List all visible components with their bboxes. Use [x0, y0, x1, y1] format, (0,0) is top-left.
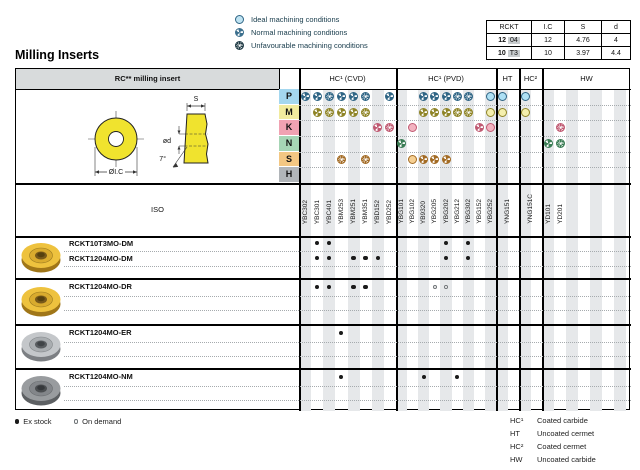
row-separator — [64, 266, 631, 267]
column-stripe — [372, 89, 384, 411]
stock-dot-ex-stock — [455, 375, 459, 379]
condition-icon-normal — [337, 92, 346, 101]
spec-ic: 10 — [532, 47, 565, 60]
group-header-ht: HT — [502, 74, 513, 83]
column-stripe — [590, 89, 602, 411]
product-name: RCKT1204MO-DR — [69, 282, 132, 291]
material-legend-term: HC² — [510, 442, 524, 451]
row-separator — [299, 136, 631, 137]
grade-column-label: YBM253 — [337, 199, 345, 224]
condition-icon-normal — [430, 155, 439, 164]
page-title: Milling Inserts — [15, 48, 100, 62]
grade-column-label: YB9320 — [420, 200, 428, 224]
material-legend-desc: Uncoated cermet — [537, 429, 595, 438]
material-legend-term: HC¹ — [510, 416, 524, 425]
material-legend-row — [510, 414, 596, 427]
legend-label: Normal machining conditions — [251, 27, 348, 37]
material-legend-desc: Coated carbide — [537, 416, 588, 425]
row-separator — [299, 152, 631, 153]
insert-dimensions-table — [486, 20, 631, 60]
row-separator — [64, 356, 631, 357]
row-separator — [64, 400, 631, 401]
row-separator — [64, 342, 631, 343]
condition-icon-normal — [442, 92, 451, 101]
grade-column-label: YNG151C — [527, 194, 534, 224]
condition-icon-unfavourable — [385, 123, 394, 132]
grade-column-label: YBG212 — [453, 199, 461, 224]
column-stripe — [566, 89, 578, 411]
on-demand-circle-icon — [74, 419, 79, 424]
insert-drawing — [16, 89, 279, 183]
condition-icon-unfavourable — [361, 92, 370, 101]
condition-icon-normal — [385, 92, 394, 101]
column-stripe — [418, 89, 429, 411]
milling-inserts-selection-table — [15, 68, 630, 410]
stock-dot-ex-stock — [363, 256, 367, 260]
spec-header-d: d — [602, 21, 631, 34]
condition-icon-unfavourable — [453, 92, 462, 101]
stock-legend-item — [15, 417, 52, 426]
row-separator — [64, 310, 631, 311]
condition-icon-unfavourable — [235, 41, 244, 50]
condition-icon-ideal — [235, 15, 244, 24]
insert-photo — [20, 240, 62, 274]
column-stripe — [323, 89, 335, 411]
product-name: RCKT1204MO-ER — [69, 328, 132, 337]
insert-photo — [20, 329, 62, 363]
grade-column-label: YNG151 — [504, 199, 511, 224]
column-stripe — [348, 89, 360, 411]
dim-ic-label: ØI.C — [108, 169, 124, 176]
spec-header-s: S — [565, 21, 602, 34]
condition-icon-normal — [313, 92, 322, 101]
stock-dot-on-demand — [433, 285, 438, 290]
condition-icon-unfavourable — [556, 139, 565, 148]
legend-item — [235, 26, 368, 38]
legend-item — [235, 13, 368, 25]
column-stripe — [299, 89, 311, 411]
insert-photo — [20, 373, 62, 407]
grade-column-label: YBC401 — [325, 199, 333, 224]
grade-column-label: YBM251 — [350, 199, 358, 224]
machining-conditions-legend — [235, 13, 368, 52]
condition-icon-unfavourable — [556, 123, 565, 132]
product-name: RCKT1204MO-DM — [69, 254, 133, 263]
spec-size-tag: T3 — [509, 49, 518, 57]
group-header-pvd: HC¹ (PVD) — [428, 74, 464, 83]
stock-legend-label: On demand — [82, 417, 122, 426]
condition-icon-ideal — [408, 155, 417, 164]
legend-label: Ideal machining conditions — [251, 14, 340, 24]
row-separator — [64, 251, 631, 252]
grade-column-label: YBC301 — [313, 199, 321, 224]
condition-icon-normal — [442, 108, 451, 117]
condition-icon-normal — [419, 155, 428, 164]
condition-icon-normal — [337, 108, 346, 117]
spec-d: 4 — [602, 34, 631, 47]
material-class-M: M — [279, 105, 299, 121]
grade-column-label: YD101 — [544, 204, 552, 224]
stock-dot-ex-stock — [422, 375, 426, 379]
insert-side-view — [184, 114, 208, 163]
material-legend-row — [510, 427, 596, 440]
condition-icon-unfavourable — [464, 108, 473, 117]
condition-icon-normal — [442, 155, 451, 164]
column-stripe — [485, 89, 496, 411]
condition-icon-ideal — [486, 92, 495, 101]
stock-dot-ex-stock — [363, 285, 367, 289]
stock-dot-ex-stock — [351, 285, 355, 289]
material-legend-desc: Coated cermet — [537, 442, 587, 451]
material-legend-row — [510, 440, 596, 453]
stock-dot-ex-stock — [315, 241, 319, 245]
column-stripe — [440, 89, 451, 411]
stock-legend-label: Ex stock — [23, 417, 52, 426]
material-class-P: P — [279, 89, 299, 105]
condition-icon-unfavourable — [453, 108, 462, 117]
grade-column-label: YBM351 — [362, 199, 370, 224]
row-separator — [64, 296, 631, 297]
grid-line — [16, 183, 631, 185]
product-name: RCKT10T3MO-DM — [69, 239, 134, 248]
row-separator — [299, 120, 631, 121]
material-legend-term: HT — [510, 429, 520, 438]
stock-dot-ex-stock — [339, 375, 343, 379]
stock-legend — [15, 417, 143, 426]
column-stripe — [542, 89, 554, 411]
grade-column-label: YBG101 — [398, 199, 406, 224]
material-class-H: H — [279, 167, 299, 183]
spec-row — [487, 47, 631, 60]
spec-s: 4.76 — [565, 34, 602, 47]
condition-icon-unfavourable — [361, 108, 370, 117]
legend-label: Unfavourable machining conditions — [251, 40, 368, 50]
stock-dot-ex-stock — [339, 331, 343, 335]
group-header-hw: HW — [580, 74, 593, 83]
condition-icon-ideal — [486, 108, 495, 117]
spec-header-rckt: RCKT — [487, 21, 532, 34]
column-stripe — [463, 89, 474, 411]
row-separator — [299, 105, 631, 106]
column-stripe — [614, 89, 626, 411]
angle-label: 7° — [159, 156, 166, 163]
column-stripe — [396, 89, 407, 411]
spec-size: 12 — [498, 36, 507, 44]
material-abbreviation-legend — [510, 414, 596, 466]
row-separator — [299, 167, 631, 168]
grade-column-label: YBG205 — [431, 199, 439, 224]
material-class-N: N — [279, 136, 299, 152]
stock-dot-ex-stock — [315, 256, 319, 260]
condition-icon-ideal — [408, 123, 417, 132]
condition-icon-normal — [475, 123, 484, 132]
condition-icon-unfavourable — [337, 155, 346, 164]
dim-s-label: S — [193, 96, 199, 103]
grade-column-label: YBG152 — [475, 199, 483, 224]
grid-line — [16, 89, 631, 90]
condition-icon-normal — [430, 92, 439, 101]
column-stripe — [496, 89, 508, 411]
grade-column-label: YBG302 — [464, 199, 472, 224]
condition-icon-unfavourable — [325, 108, 334, 117]
grade-column-label: YBD152 — [374, 199, 382, 224]
material-legend-desc: Uncoated carbide — [537, 455, 596, 464]
condition-icon-normal — [313, 108, 322, 117]
dim-od-label: ød — [162, 138, 171, 145]
condition-icon-normal — [430, 108, 439, 117]
grade-column-label: YBG202 — [442, 199, 450, 224]
grade-column-label: YBC302 — [301, 199, 309, 224]
ex-stock-dot-icon — [15, 419, 19, 423]
spec-size-tag: 04 — [509, 36, 518, 44]
condition-icon-ideal — [521, 108, 530, 117]
group-header-hc2: HC² — [523, 74, 538, 83]
legend-item — [235, 39, 368, 51]
spec-row — [487, 34, 631, 47]
stock-legend-item — [74, 417, 122, 426]
spec-ic: 12 — [532, 34, 565, 47]
row-separator — [64, 386, 631, 387]
insert-photo — [20, 284, 62, 318]
condition-icon-unfavourable — [464, 92, 473, 101]
material-legend-row — [510, 453, 596, 466]
insert-column-header: RC** milling insert — [16, 69, 279, 89]
column-stripe — [519, 89, 531, 411]
product-name: RCKT1204MO-NM — [69, 372, 133, 381]
material-class-K: K — [279, 120, 299, 136]
condition-icon-normal — [544, 139, 553, 148]
grade-column-label: YD201 — [556, 204, 564, 224]
spec-header-ic: I.C — [532, 21, 565, 34]
spec-size: 10 — [498, 49, 506, 57]
grade-column-label: YBG102 — [409, 199, 417, 224]
condition-icon-normal — [419, 108, 428, 117]
iso-label-cell: ISO — [151, 205, 164, 214]
grade-column-label: YBG252 — [486, 199, 494, 224]
grade-column-label: YBD252 — [386, 199, 394, 224]
stock-dot-ex-stock — [315, 285, 319, 289]
condition-icon-normal — [301, 92, 310, 101]
material-legend-term: HW — [510, 455, 523, 464]
condition-icon-unfavourable — [325, 92, 334, 101]
spec-s: 3.97 — [565, 47, 602, 60]
condition-icon-unfavourable — [361, 155, 370, 164]
condition-icon-normal — [349, 108, 358, 117]
group-header-cvd: HC¹ (CVD) — [329, 74, 366, 83]
condition-icon-normal — [235, 28, 244, 37]
condition-icon-ideal — [498, 108, 507, 117]
spec-d: 4.4 — [602, 47, 631, 60]
material-class-S: S — [279, 152, 299, 168]
